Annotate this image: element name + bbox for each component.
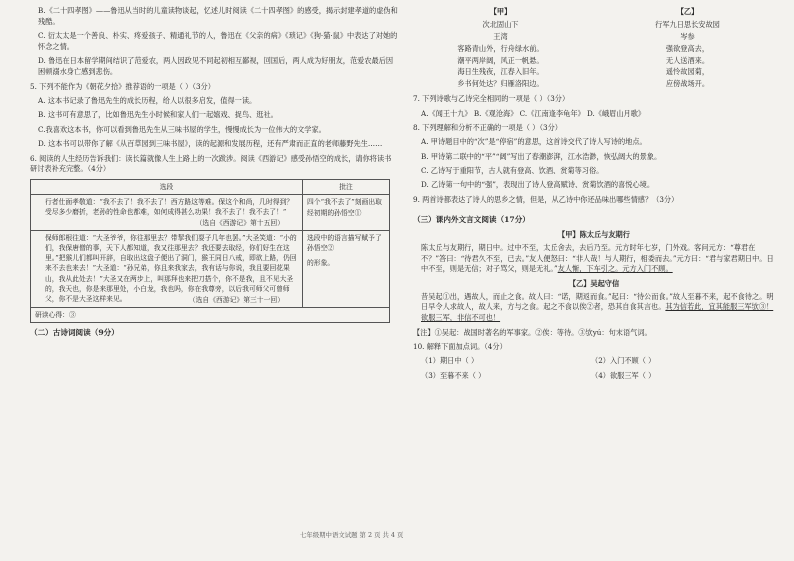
passage-jia-text [413,243,775,275]
page-footer: 七年级期中语文试题 第 2 页 共 4 页 [300,531,404,539]
annotation-1: 四个“我不去了”刻画出取经初期的孙悟空① [303,195,390,231]
question-5-option-b: B. 这书可有意思了，比如鲁迅先生小时候和家人们一起嬉戏、捉鸟、逛社。 [38,110,278,120]
passage-note: 【注】①吴起：战国时著名的军事家。②俟：等待。③欤yú：句末语气词。 [413,327,652,337]
poem-yi [600,6,775,90]
poem-jia-title: 次北固山下 [482,19,519,29]
question-5-option-a: A. 这本书记录了鲁迅先生的成长历程，给人以很多启发，值得一读。 [38,95,257,105]
passage-yi-body: 昔吴起①出，遇故人，而止之食。故人曰：“诺，期返而食。”起曰：“待公而食。”故人至暮不来，起不食待之。明日早令人求故人，故人来，方与之食。起之不食以俟②者，恐其自食其言也。 [421,291,774,312]
question-7: 7. 下列诗歌与乙诗完全相同的一项是（ ）（3分） [413,94,570,104]
excerpt-1-source: （选自《西游记》第十五回） [195,218,284,227]
annotation-2-tail: 的形象。 [307,258,335,267]
question-10-item: （4）欲服三军（ ） [591,371,656,381]
question-8-option-a: A. 甲诗题目中的“次”是“停宿”的意思，这首诗交代了诗人写诗的地点。 [421,137,647,147]
table-header-excerpt: 选段 [31,180,303,195]
annotation-2-text: 选段中的语言描写赋予了孙悟空② [307,233,382,253]
poem-jia-label: 【甲】 [489,7,512,16]
question-8-option-b: B. 甲诗第二联中的“平”“阔”写出了春潮澎湃，江水浩渺，恢弘阔大的景象。 [421,151,662,161]
question-6: 6. 阅读的人生经历告诉我们：读长篇就像人生上路上的一次跋涉。阅读《西游记》感受孙悟空的成长，请你将读书研讨表补充完整。（4分） [30,153,392,174]
reading-notes-cell [31,308,390,323]
reading-table [30,179,390,323]
passage-yi-title: 【乙】吴起守信 [568,278,620,288]
passage-yi-underlined: 其为信若此，宜其能服三军欤③！欲服三军，非信不可也！ [421,302,774,323]
poem-yi-author: 岑参 [680,31,695,41]
annotation-2 [303,230,390,307]
question-8-option-d: D. 乙诗第一句中的“强”，表现出了诗人登高赋诗、赏菊饮酒的喜悦心境。 [421,180,655,190]
question-8: 8. 下列理解和分析不正确的一项是（ ）（3分） [413,122,562,132]
poems [413,6,775,90]
question-10-item: （2）入门不顾（ ） [591,356,656,366]
poem-line: 遥怜故园菊， [665,67,710,77]
passage-jia-underlined: 友人惭，下车引之。元方入门不顾。 [557,264,673,274]
excerpt-cell [31,195,303,231]
section-3-title: （三）课内外文言文阅读（17分） [413,214,530,224]
excerpt-1-text: 行者仕面孝敬道：“我不去了！我不去了！西方路这等难。保这个和尚，几时得到？受尽多少磨折，老孙的性命也都难，如何成得甚么功果！我不去了！我不去了！” [45,198,294,217]
poem-jia-author: 王湾 [493,31,508,41]
question-5: 5. 下列不能作为《朝花夕拾》推荐语的一项是（ ）（3分） [30,81,215,91]
poem-line: 无人送酒来。 [665,55,710,65]
question-9: 9. 两首诗都表达了诗人的思乡之情，但是，从乙诗中你还品味出哪些情感？（3分） [413,194,679,204]
question-10-items [413,356,775,382]
question-5-option-c: C.我喜欢这本书，你可以看到鲁迅先生从三味书屋的学生，慢慢成长为一位伟大的文学家。 [38,124,326,134]
poem-line: 潮平两岸阔，风正一帆悬。 [457,55,544,65]
section-2-title: （二）古诗词阅读（9分） [30,328,119,338]
question-8-option-c: C. 乙诗写于重阳节，古人就有登高、饮酒、赏菊等习俗。 [421,166,604,176]
poem-line: 应傍战场开。 [665,79,710,89]
excerpt-2-source: （选自《西游记》第三十一回） [188,295,284,304]
excerpt-cell [31,230,303,307]
passage-yi-text [413,292,775,324]
poem-jia [413,6,588,90]
poem-yi-label: 【乙】 [676,7,699,16]
question-10: 10. 解释下面加点词。（4分） [413,342,507,351]
question-10-item: （3）至暮不来（ ） [421,371,486,381]
option-d-text: D. 鲁迅在日本留学期间结识了范爱农，两人因政见不同起初相互鄙视，回国后，两人成为好朋友，范爱农最后因困顿溺水身亡感到悲伤。 [38,56,394,77]
reading-notes-label: 研读心得：③ [35,311,76,320]
right-column [413,6,775,382]
left-column [30,6,398,344]
poem-line: 乡书何处达？归雁洛阳边。 [457,79,544,89]
poem-line: 客路青山外，行舟绿水前。 [457,43,544,53]
poem-line: 强欲登高去， [665,43,710,53]
poem-line: 海日生残夜，江春入旧年。 [457,67,544,77]
option-b-text: B.《二十四孝图》——鲁迅从当时的儿童读物谈起，忆述儿时阅读《二十四孝图》的感受，揭示封建孝道的虚伪和残酷。 [38,6,398,26]
table-header-annotation: 批注 [303,180,390,195]
poem-yi-title: 行军九日思长安故园 [655,19,720,29]
table-row [31,230,390,307]
question-5-option-d: D. 这本书可以带你了解《从百草园到三味书屋》，读的起源和发展历程，还有严肃而正直的老师藤野先生…… [38,139,383,149]
option-c-text: C. 衍太太是一个善良、朴实、疼爱孩子、精通礼节的人，鲁迅在《父亲的病》《琐记》《狗·猫·鼠》中表达了对她的怀念之情。 [38,31,398,51]
excerpt-2-text: 保师郎根往道：“大圣爷爷，你往那里去？带挈我们耍子几年也罢。”大圣笑道：“小的们，我保唐僧的事，天下人都知道，我又往那里去？我还要去取经，你们好生在这里。”把猴儿们都叫开辞，自取出这盘子便出了洞门，猴王同日八戒，即欲上路，仍回来不去也来去！”大圣道：“孙兄弟，你且来我家去，我有话与你说，我且要回花果山，我从此处去！”大圣又在两步上，叫那拜也来把刀搭个，你不是我，且不见大圣的，我天也，你是来那里处，小白龙，我也吗，你在我尊旁，以后我可师父可曾师父，你不是大圣这样来见。 [45,233,297,303]
passage-jia-body: 陈太丘与友期行，期日中。过中不至，太丘舍去，去后乃至。元方时年七岁，门外戏。客问元方：“尊君在不？”答曰：“待君久不至，已去。”友人便怒曰：“非人哉！与人期行，相委而去。”元方曰：“君与家君期日中。日中不至，则是无信；对子骂父，则是无礼。” [421,242,774,274]
question-10-item: （1）期日中（ ） [421,356,479,366]
question-7-options: A.《闻王十九》 B.《观沧海》 C.《江南逢李龟年》 D.《峨眉山月歌》 [421,108,646,118]
table-row [31,195,390,231]
passage-jia-title: 【甲】陈太丘与友期行 [558,230,630,240]
